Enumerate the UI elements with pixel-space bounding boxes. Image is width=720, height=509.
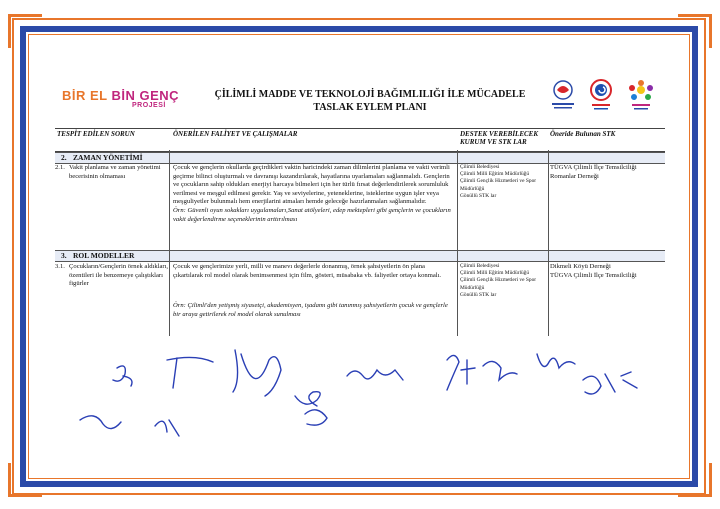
title-line-2: TASLAK EYLEM PLANI	[313, 102, 427, 113]
signature	[483, 361, 517, 380]
column-header-problem: TESPİT EDİLEN SORUN	[57, 130, 135, 138]
activity-cell: Çocuk ve gençlerimize yerli, milli ve manevı değerlerle donanmış, örnek şahsiyetlerin ön plana çıkartılarak rol model olarak benimsenmesi için film, gösteri, müsabaka vb. faliyetler ortaya konmalı. Örn: Çilimli'den yetişmiş siyasetçi, akademisyen, işadamı gibi tanınmış şahsiyetlerin çocuk ve gençlerle bir araya getirilerek rol model olarak sunulması	[173, 263, 448, 318]
signature	[347, 370, 403, 380]
youth-services-logo-icon	[626, 78, 656, 114]
signature	[155, 420, 179, 436]
support-cell: Çilimli Belediyesi Çilimli Milli Eğitim Müdürlüğü Çilimli Gençlik Hizmetleri ve Spor Müdürlüğü Gönüllü STK lar	[460, 164, 537, 199]
column-divider	[548, 150, 549, 336]
signature	[113, 366, 132, 386]
section-header: 3. ROL MODELLER	[55, 250, 665, 262]
signature	[583, 374, 615, 394]
partner-logos	[548, 78, 658, 114]
corner-ornament	[678, 463, 712, 497]
column-header-activity: ÖNERİLEN FALİYET VE ÇALIŞMALAR	[173, 130, 298, 138]
signature	[80, 416, 121, 429]
row-number: 2.1.	[55, 164, 65, 171]
column-divider	[457, 150, 458, 336]
ministry-emblem-icon	[548, 78, 578, 114]
signature	[305, 410, 327, 425]
corner-ornament	[678, 14, 712, 48]
signature	[295, 392, 320, 406]
corner-ornament	[8, 14, 42, 48]
yesilay-logo-icon	[586, 78, 616, 114]
section-header: 2. ZAMAN YÖNETİMİ	[55, 152, 665, 164]
column-header-support: DESTEK VEREBİLECEK KURUM VE STK LAR	[460, 130, 539, 146]
signatures	[55, 340, 665, 445]
signature	[537, 354, 575, 368]
title-line-1: ÇİLİMLİ MADDE VE TEKNOLOJİ BAĞIMLILIĞI İLE MÜCADELE	[214, 89, 526, 100]
suggested-cell: TÜGVA Çilimli İlçe Temsilciliği Romanlar Derneği	[550, 164, 637, 180]
signature	[167, 357, 213, 388]
project-logo: BİR EL BİN GENÇ PROJESİ	[62, 88, 180, 109]
column-divider	[169, 150, 170, 336]
corner-ornament	[8, 463, 42, 497]
signature	[233, 350, 281, 396]
activity-cell: Çocuk ve gençlerin okullarda geçirdikleri vaktin haricindeki zaman dilimlerini planlama ve vakti verimli geçirme bilinci oluşturmalı ve davranışı kazandırılarak, hayatlarına uyarlamaları sağlanmalıdı. Gençlerin ve çocukların sahip oldukları enerjiyi harcaya bilmeleri için her türlü fırsat değerlendirilerek sorumluluk verilmesi ve meşgul edilmesi gerekir. Yaş ve seviyelerine, yeteneklerine, isteklerine uygun işler veya meşguliyetler bulunmalı hem enerjilarini atmaları hemde geleceğe hazırlanmaları sağlanmalıdır. Örn: Güvenli oyun sokakları uygulamaları,Sanat atölyeleri, edep mektepleri gibi gençlerin ve çocukların vakit değerlendirme seçeneklerinin arttırılması	[173, 164, 451, 223]
problem-cell: Vakit planlama ve zaman yönetimi becerisinin olmaması	[69, 164, 161, 180]
row-number: 3.1.	[55, 263, 65, 270]
document-title	[170, 88, 570, 114]
table-header	[55, 128, 665, 152]
support-cell: Çilimli Belediyesi Çilimli Milli Eğitim Müdürlüğü Çilimli Gençlik Hizmetleri ve Spor Müdürlüğü Gönüllü STK lar	[460, 263, 537, 298]
signature	[621, 372, 637, 388]
column-header-suggested: Öneride Bulunan STK	[550, 130, 616, 138]
suggested-cell: Dikmeli Köyü Derneği TÜGVA Çilimli İlçe Temsilciliği	[550, 263, 637, 279]
problem-cell: Çocukların/Gençlerin örnek aldıkları, özentileri ile benzemeye çalıştıkları figürler	[69, 263, 169, 288]
signature	[447, 355, 475, 390]
